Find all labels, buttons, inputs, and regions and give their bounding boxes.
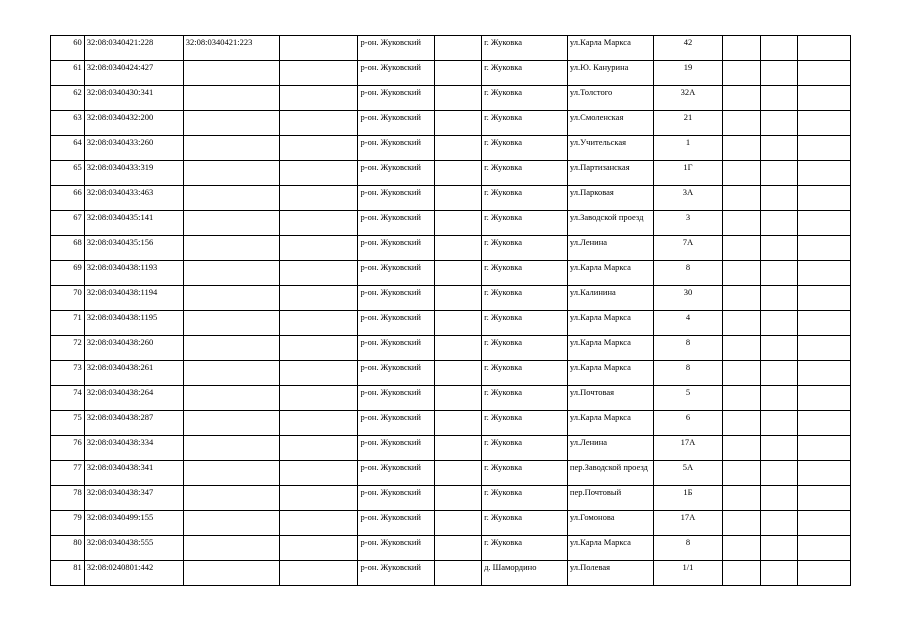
table-row xyxy=(51,236,851,261)
empty-cell xyxy=(760,511,797,536)
house-number-cell: 21 xyxy=(653,111,722,136)
cadastral-number-cell: 32:08:0340438:287 xyxy=(84,411,183,436)
empty-cell xyxy=(435,36,482,61)
settlement-cell: г. Жуковка xyxy=(482,536,568,561)
empty-cell xyxy=(723,361,761,386)
empty-cell xyxy=(797,561,850,586)
district-cell: р-он. Жуковский xyxy=(358,186,435,211)
street-cell: ул.Партизанская xyxy=(567,161,653,186)
empty-cell xyxy=(797,186,850,211)
previous-cadastral-number-cell xyxy=(183,386,279,411)
empty-cell xyxy=(435,161,482,186)
district-cell: р-он. Жуковский xyxy=(358,511,435,536)
street-cell: ул.Калинина xyxy=(567,286,653,311)
street-cell: ул.Ю. Канурина xyxy=(567,61,653,86)
table-row xyxy=(51,411,851,436)
street-cell: ул.Смоленская xyxy=(567,111,653,136)
street-cell: ул.Ленина xyxy=(567,436,653,461)
empty-cell xyxy=(760,386,797,411)
empty-cell xyxy=(723,186,761,211)
street-cell: ул.Парковая xyxy=(567,186,653,211)
house-number-cell: 8 xyxy=(653,336,722,361)
row-number-cell: 63 xyxy=(51,111,85,136)
empty-cell xyxy=(279,236,358,261)
empty-cell xyxy=(760,311,797,336)
row-number-cell: 73 xyxy=(51,361,85,386)
district-cell: р-он. Жуковский xyxy=(358,286,435,311)
previous-cadastral-number-cell xyxy=(183,236,279,261)
row-number-cell: 66 xyxy=(51,186,85,211)
district-cell: р-он. Жуковский xyxy=(358,236,435,261)
settlement-cell: г. Жуковка xyxy=(482,161,568,186)
empty-cell xyxy=(435,411,482,436)
house-number-cell: 6 xyxy=(653,411,722,436)
empty-cell xyxy=(279,136,358,161)
previous-cadastral-number-cell xyxy=(183,486,279,511)
table-row xyxy=(51,36,851,61)
table-row xyxy=(51,486,851,511)
empty-cell xyxy=(279,361,358,386)
empty-cell xyxy=(723,461,761,486)
street-cell: ул.Почтовая xyxy=(567,386,653,411)
settlement-cell: г. Жуковка xyxy=(482,136,568,161)
table-row xyxy=(51,161,851,186)
cadastral-number-cell: 32:08:0340421:228 xyxy=(84,36,183,61)
empty-cell xyxy=(279,561,358,586)
previous-cadastral-number-cell xyxy=(183,511,279,536)
empty-cell xyxy=(435,111,482,136)
settlement-cell: г. Жуковка xyxy=(482,186,568,211)
empty-cell xyxy=(760,36,797,61)
house-number-cell: 32А xyxy=(653,86,722,111)
empty-cell xyxy=(279,486,358,511)
district-cell: р-он. Жуковский xyxy=(358,311,435,336)
empty-cell xyxy=(435,61,482,86)
empty-cell xyxy=(760,486,797,511)
house-number-cell: 8 xyxy=(653,361,722,386)
row-number-cell: 76 xyxy=(51,436,85,461)
table-row xyxy=(51,336,851,361)
empty-cell xyxy=(279,111,358,136)
empty-cell xyxy=(435,511,482,536)
table-row xyxy=(51,286,851,311)
empty-cell xyxy=(760,286,797,311)
street-cell: ул.Учительская xyxy=(567,136,653,161)
empty-cell xyxy=(760,261,797,286)
empty-cell xyxy=(723,111,761,136)
cadastral-number-cell: 32:08:0340438:347 xyxy=(84,486,183,511)
district-cell: р-он. Жуковский xyxy=(358,86,435,111)
house-number-cell: 17А xyxy=(653,511,722,536)
row-number-cell: 75 xyxy=(51,411,85,436)
empty-cell xyxy=(279,186,358,211)
empty-cell xyxy=(797,411,850,436)
settlement-cell: г. Жуковка xyxy=(482,386,568,411)
previous-cadastral-number-cell xyxy=(183,111,279,136)
street-cell: ул.Полевая xyxy=(567,561,653,586)
empty-cell xyxy=(797,286,850,311)
district-cell: р-он. Жуковский xyxy=(358,486,435,511)
empty-cell xyxy=(797,361,850,386)
empty-cell xyxy=(723,486,761,511)
empty-cell xyxy=(279,261,358,286)
empty-cell xyxy=(723,561,761,586)
house-number-cell: 19 xyxy=(653,61,722,86)
street-cell: ул.Карла Маркса xyxy=(567,361,653,386)
empty-cell xyxy=(435,536,482,561)
empty-cell xyxy=(760,436,797,461)
district-cell: р-он. Жуковский xyxy=(358,36,435,61)
cadastral-number-cell: 32:08:0340433:319 xyxy=(84,161,183,186)
empty-cell xyxy=(797,111,850,136)
house-number-cell: 30 xyxy=(653,286,722,311)
cadastral-number-cell: 32:08:0340432:200 xyxy=(84,111,183,136)
empty-cell xyxy=(760,161,797,186)
empty-cell xyxy=(797,36,850,61)
empty-cell xyxy=(723,36,761,61)
previous-cadastral-number-cell xyxy=(183,336,279,361)
empty-cell xyxy=(760,186,797,211)
registry-table xyxy=(50,35,851,586)
district-cell: р-он. Жуковский xyxy=(358,261,435,286)
district-cell: р-он. Жуковский xyxy=(358,361,435,386)
empty-cell xyxy=(435,336,482,361)
house-number-cell: 3 xyxy=(653,211,722,236)
empty-cell xyxy=(279,211,358,236)
cadastral-number-cell: 32:08:0340424:427 xyxy=(84,61,183,86)
empty-cell xyxy=(435,436,482,461)
empty-cell xyxy=(723,61,761,86)
house-number-cell: 1/1 xyxy=(653,561,722,586)
table-row xyxy=(51,86,851,111)
settlement-cell: г. Жуковка xyxy=(482,361,568,386)
settlement-cell: г. Жуковка xyxy=(482,111,568,136)
previous-cadastral-number-cell: 32:08:0340421:223 xyxy=(183,36,279,61)
empty-cell xyxy=(797,386,850,411)
cadastral-number-cell: 32:08:0340430:341 xyxy=(84,86,183,111)
empty-cell xyxy=(797,136,850,161)
table-row xyxy=(51,436,851,461)
empty-cell xyxy=(723,86,761,111)
settlement-cell: г. Жуковка xyxy=(482,261,568,286)
street-cell: ул.Карла Маркса xyxy=(567,536,653,561)
cadastral-number-cell: 32:08:0340435:141 xyxy=(84,211,183,236)
empty-cell xyxy=(279,86,358,111)
empty-cell xyxy=(797,436,850,461)
table-row xyxy=(51,61,851,86)
district-cell: р-он. Жуковский xyxy=(358,461,435,486)
empty-cell xyxy=(279,461,358,486)
empty-cell xyxy=(279,336,358,361)
house-number-cell: 42 xyxy=(653,36,722,61)
cadastral-number-cell: 32:08:0340438:1195 xyxy=(84,311,183,336)
table-row xyxy=(51,211,851,236)
street-cell: пер.Заводской проезд xyxy=(567,461,653,486)
district-cell: р-он. Жуковский xyxy=(358,436,435,461)
empty-cell xyxy=(723,136,761,161)
empty-cell xyxy=(435,186,482,211)
row-number-cell: 67 xyxy=(51,211,85,236)
empty-cell xyxy=(797,336,850,361)
settlement-cell: г. Жуковка xyxy=(482,61,568,86)
table-row xyxy=(51,536,851,561)
previous-cadastral-number-cell xyxy=(183,536,279,561)
district-cell: р-он. Жуковский xyxy=(358,561,435,586)
table-row xyxy=(51,386,851,411)
row-number-cell: 65 xyxy=(51,161,85,186)
row-number-cell: 77 xyxy=(51,461,85,486)
settlement-cell: г. Жуковка xyxy=(482,486,568,511)
empty-cell xyxy=(760,236,797,261)
district-cell: р-он. Жуковский xyxy=(358,211,435,236)
district-cell: р-он. Жуковский xyxy=(358,386,435,411)
empty-cell xyxy=(279,161,358,186)
row-number-cell: 62 xyxy=(51,86,85,111)
settlement-cell: г. Жуковка xyxy=(482,236,568,261)
previous-cadastral-number-cell xyxy=(183,261,279,286)
empty-cell xyxy=(797,161,850,186)
row-number-cell: 72 xyxy=(51,336,85,361)
house-number-cell: 8 xyxy=(653,536,722,561)
cadastral-number-cell: 32:08:0340438:261 xyxy=(84,361,183,386)
empty-cell xyxy=(435,486,482,511)
empty-cell xyxy=(797,236,850,261)
table-body xyxy=(51,36,851,586)
previous-cadastral-number-cell xyxy=(183,286,279,311)
empty-cell xyxy=(279,311,358,336)
empty-cell xyxy=(723,261,761,286)
empty-cell xyxy=(797,311,850,336)
empty-cell xyxy=(760,361,797,386)
house-number-cell: 3А xyxy=(653,186,722,211)
table-row xyxy=(51,186,851,211)
street-cell: ул.Гомонова xyxy=(567,511,653,536)
empty-cell xyxy=(279,511,358,536)
previous-cadastral-number-cell xyxy=(183,311,279,336)
row-number-cell: 71 xyxy=(51,311,85,336)
district-cell: р-он. Жуковский xyxy=(358,111,435,136)
street-cell: ул.Карла Маркса xyxy=(567,311,653,336)
empty-cell xyxy=(435,361,482,386)
empty-cell xyxy=(279,536,358,561)
empty-cell xyxy=(723,436,761,461)
cadastral-number-cell: 32:08:0240801:442 xyxy=(84,561,183,586)
empty-cell xyxy=(435,561,482,586)
settlement-cell: г. Жуковка xyxy=(482,336,568,361)
empty-cell xyxy=(723,211,761,236)
row-number-cell: 68 xyxy=(51,236,85,261)
street-cell: ул.Ленина xyxy=(567,236,653,261)
empty-cell xyxy=(723,386,761,411)
empty-cell xyxy=(435,86,482,111)
house-number-cell: 1Г xyxy=(653,161,722,186)
empty-cell xyxy=(279,411,358,436)
district-cell: р-он. Жуковский xyxy=(358,61,435,86)
street-cell: ул.Карла Маркса xyxy=(567,411,653,436)
empty-cell xyxy=(279,286,358,311)
empty-cell xyxy=(435,461,482,486)
previous-cadastral-number-cell xyxy=(183,61,279,86)
settlement-cell: г. Жуковка xyxy=(482,461,568,486)
previous-cadastral-number-cell xyxy=(183,161,279,186)
table-row xyxy=(51,136,851,161)
street-cell: ул.Карла Маркса xyxy=(567,261,653,286)
row-number-cell: 64 xyxy=(51,136,85,161)
house-number-cell: 17А xyxy=(653,436,722,461)
settlement-cell: д. Шамордино xyxy=(482,561,568,586)
previous-cadastral-number-cell xyxy=(183,186,279,211)
house-number-cell: 4 xyxy=(653,311,722,336)
row-number-cell: 60 xyxy=(51,36,85,61)
previous-cadastral-number-cell xyxy=(183,136,279,161)
street-cell: ул.Толстого xyxy=(567,86,653,111)
district-cell: р-он. Жуковский xyxy=(358,411,435,436)
street-cell: ул.Карла Маркса xyxy=(567,336,653,361)
house-number-cell: 8 xyxy=(653,261,722,286)
cadastral-number-cell: 32:08:0340433:260 xyxy=(84,136,183,161)
street-cell: ул.Заводской проезд xyxy=(567,211,653,236)
street-cell: пер.Почтовый xyxy=(567,486,653,511)
empty-cell xyxy=(723,286,761,311)
settlement-cell: г. Жуковка xyxy=(482,211,568,236)
empty-cell xyxy=(797,86,850,111)
empty-cell xyxy=(760,61,797,86)
row-number-cell: 81 xyxy=(51,561,85,586)
row-number-cell: 79 xyxy=(51,511,85,536)
empty-cell xyxy=(760,136,797,161)
previous-cadastral-number-cell xyxy=(183,411,279,436)
cadastral-number-cell: 32:08:0340435:156 xyxy=(84,236,183,261)
settlement-cell: г. Жуковка xyxy=(482,311,568,336)
district-cell: р-он. Жуковский xyxy=(358,136,435,161)
empty-cell xyxy=(279,436,358,461)
empty-cell xyxy=(279,36,358,61)
cadastral-number-cell: 32:08:0340438:1194 xyxy=(84,286,183,311)
empty-cell xyxy=(797,461,850,486)
table-row xyxy=(51,461,851,486)
previous-cadastral-number-cell xyxy=(183,461,279,486)
empty-cell xyxy=(435,236,482,261)
empty-cell xyxy=(435,286,482,311)
house-number-cell: 1 xyxy=(653,136,722,161)
empty-cell xyxy=(797,211,850,236)
empty-cell xyxy=(723,511,761,536)
district-cell: р-он. Жуковский xyxy=(358,336,435,361)
empty-cell xyxy=(760,211,797,236)
empty-cell xyxy=(279,61,358,86)
empty-cell xyxy=(723,161,761,186)
empty-cell xyxy=(435,136,482,161)
settlement-cell: г. Жуковка xyxy=(482,411,568,436)
settlement-cell: г. Жуковка xyxy=(482,86,568,111)
settlement-cell: г. Жуковка xyxy=(482,36,568,61)
empty-cell xyxy=(797,486,850,511)
empty-cell xyxy=(723,536,761,561)
cadastral-number-cell: 32:08:0340433:463 xyxy=(84,186,183,211)
empty-cell xyxy=(723,311,761,336)
empty-cell xyxy=(435,311,482,336)
empty-cell xyxy=(723,336,761,361)
row-number-cell: 80 xyxy=(51,536,85,561)
empty-cell xyxy=(797,261,850,286)
settlement-cell: г. Жуковка xyxy=(482,436,568,461)
cadastral-number-cell: 32:08:0340438:334 xyxy=(84,436,183,461)
empty-cell xyxy=(760,86,797,111)
table-row xyxy=(51,261,851,286)
empty-cell xyxy=(760,411,797,436)
row-number-cell: 70 xyxy=(51,286,85,311)
cadastral-number-cell: 32:08:0340438:341 xyxy=(84,461,183,486)
cadastral-number-cell: 32:08:0340438:264 xyxy=(84,386,183,411)
house-number-cell: 5 xyxy=(653,386,722,411)
settlement-cell: г. Жуковка xyxy=(482,511,568,536)
empty-cell xyxy=(797,511,850,536)
empty-cell xyxy=(760,461,797,486)
street-cell: ул.Карла Маркса xyxy=(567,36,653,61)
empty-cell xyxy=(760,111,797,136)
previous-cadastral-number-cell xyxy=(183,86,279,111)
house-number-cell: 7А xyxy=(653,236,722,261)
empty-cell xyxy=(435,261,482,286)
previous-cadastral-number-cell xyxy=(183,436,279,461)
previous-cadastral-number-cell xyxy=(183,361,279,386)
cadastral-number-cell: 32:08:0340438:260 xyxy=(84,336,183,361)
district-cell: р-он. Жуковский xyxy=(358,536,435,561)
empty-cell xyxy=(435,211,482,236)
cadastral-number-cell: 32:08:0340438:1193 xyxy=(84,261,183,286)
empty-cell xyxy=(760,336,797,361)
empty-cell xyxy=(723,236,761,261)
row-number-cell: 78 xyxy=(51,486,85,511)
table-row xyxy=(51,111,851,136)
empty-cell xyxy=(760,561,797,586)
row-number-cell: 69 xyxy=(51,261,85,286)
row-number-cell: 74 xyxy=(51,386,85,411)
empty-cell xyxy=(797,536,850,561)
previous-cadastral-number-cell xyxy=(183,561,279,586)
settlement-cell: г. Жуковка xyxy=(482,286,568,311)
empty-cell xyxy=(435,386,482,411)
table-row xyxy=(51,561,851,586)
row-number-cell: 61 xyxy=(51,61,85,86)
cadastral-number-cell: 32:08:0340499:155 xyxy=(84,511,183,536)
table-row xyxy=(51,311,851,336)
house-number-cell: 1Б xyxy=(653,486,722,511)
empty-cell xyxy=(797,61,850,86)
empty-cell xyxy=(760,536,797,561)
previous-cadastral-number-cell xyxy=(183,211,279,236)
empty-cell xyxy=(723,411,761,436)
empty-cell xyxy=(279,386,358,411)
district-cell: р-он. Жуковский xyxy=(358,161,435,186)
table-row xyxy=(51,511,851,536)
house-number-cell: 5А xyxy=(653,461,722,486)
table-row xyxy=(51,361,851,386)
cadastral-number-cell: 32:08:0340438:555 xyxy=(84,536,183,561)
